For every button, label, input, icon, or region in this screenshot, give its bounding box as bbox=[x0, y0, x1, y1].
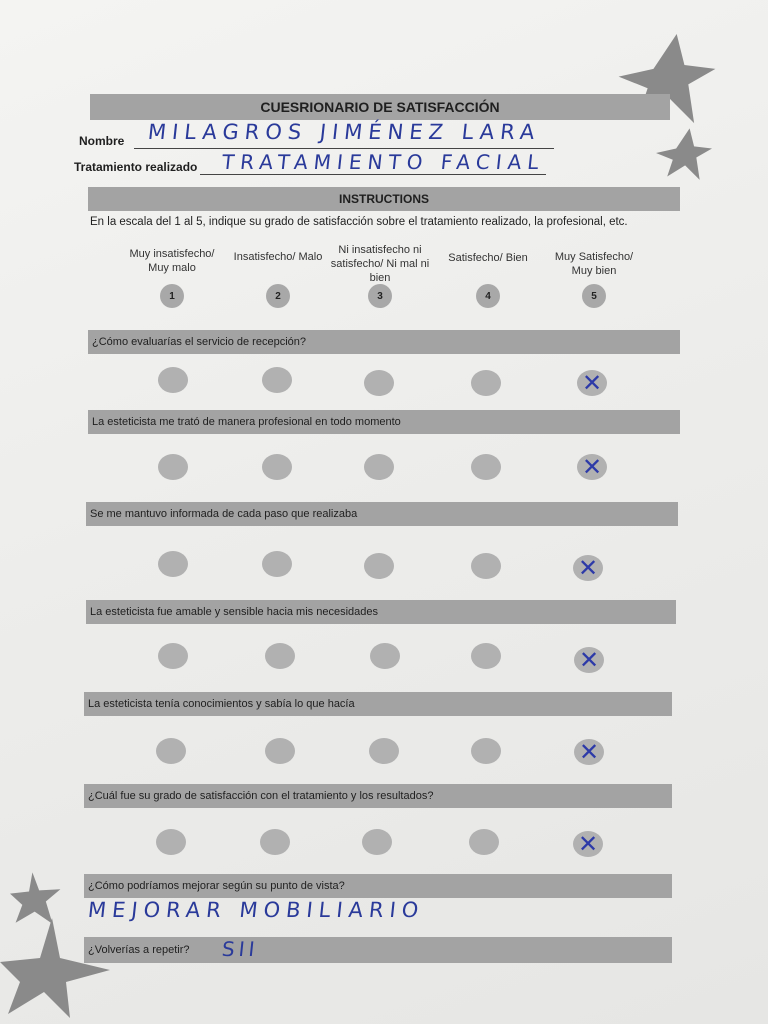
question-5-option-1[interactable] bbox=[156, 738, 186, 764]
scale-label-2: Insatisfecho/ Malo bbox=[233, 251, 323, 263]
question-5-option-4[interactable] bbox=[471, 738, 501, 764]
star-decoration-top-right-small bbox=[656, 128, 712, 182]
treatment-field[interactable]: TRATAMIENTO FACIAL bbox=[220, 150, 546, 174]
question-2-option-1[interactable] bbox=[158, 454, 188, 480]
question-5-option-3[interactable] bbox=[369, 738, 399, 764]
repeat-question: ¿Volverías a repetir? bbox=[84, 937, 672, 963]
repeat-answer-field[interactable]: SII bbox=[220, 937, 260, 961]
question-3-text: Se me mantuvo informada de cada paso que realizaba bbox=[86, 502, 678, 526]
scale-label-1: Muy insatisfecho/ Muy malo bbox=[129, 248, 215, 274]
name-field[interactable]: MILAGROS JIMÉNEZ LARA bbox=[146, 120, 542, 144]
page-title: CUESRIONARIO DE SATISFACCIÓN bbox=[90, 94, 670, 120]
question-3-selected-mark: ✕ bbox=[577, 554, 599, 582]
improve-answer-field[interactable]: MEJORAR MOBILIARIO bbox=[86, 898, 426, 922]
question-6-text: ¿Cuál fue su grado de satisfacción con el tratamiento y los resultados? bbox=[84, 784, 672, 808]
question-4-text: La esteticista fue amable y sensible hacia mis necesidades bbox=[86, 600, 676, 624]
question-4-option-4[interactable] bbox=[471, 643, 501, 669]
question-2-text: La esteticista me trató de manera profesional en todo momento bbox=[88, 410, 680, 434]
question-5-selected-mark: ✕ bbox=[578, 738, 600, 766]
question-3-option-4[interactable] bbox=[471, 553, 501, 579]
scale-number-3: 3 bbox=[368, 284, 392, 308]
question-1-option-4[interactable] bbox=[471, 370, 501, 396]
question-6-option-1[interactable] bbox=[156, 829, 186, 855]
scale-number-1: 1 bbox=[160, 284, 184, 308]
name-underline bbox=[134, 148, 554, 149]
question-6-option-4[interactable] bbox=[469, 829, 499, 855]
instructions-heading: INSTRUCTIONS bbox=[88, 187, 680, 211]
question-2-option-3[interactable] bbox=[364, 454, 394, 480]
question-4-option-3[interactable] bbox=[370, 643, 400, 669]
question-3-option-2[interactable] bbox=[262, 551, 292, 577]
question-2-selected-mark: ✕ bbox=[581, 453, 603, 481]
treatment-label: Tratamiento realizado bbox=[74, 160, 198, 174]
question-1-option-1[interactable] bbox=[158, 367, 188, 393]
question-6-option-3[interactable] bbox=[362, 829, 392, 855]
question-5-option-2[interactable] bbox=[265, 738, 295, 764]
question-3-option-3[interactable] bbox=[364, 553, 394, 579]
question-2-option-4[interactable] bbox=[471, 454, 501, 480]
scale-number-5: 5 bbox=[582, 284, 606, 308]
scale-label-5: Muy Satisfecho/ Muy bien bbox=[554, 251, 634, 277]
question-4-option-1[interactable] bbox=[158, 643, 188, 669]
star-decoration-bottom-left-large bbox=[0, 918, 110, 1018]
question-5-text: La esteticista tenía conocimientos y sabía lo que hacía bbox=[84, 692, 672, 716]
treatment-underline bbox=[200, 174, 546, 175]
name-label: Nombre bbox=[79, 134, 125, 148]
instructions-text: En la escala del 1 al 5, indique su grado de satisfacción sobre el tratamiento realizado, la profesional, etc. bbox=[90, 216, 628, 228]
question-1-option-3[interactable] bbox=[364, 370, 394, 396]
scale-label-4: Satisfecho/ Bien bbox=[448, 252, 528, 264]
question-4-option-2[interactable] bbox=[265, 643, 295, 669]
question-1-option-2[interactable] bbox=[262, 367, 292, 393]
question-1-text: ¿Cómo evaluarías el servicio de recepción? bbox=[88, 330, 680, 354]
question-1-selected-mark: ✕ bbox=[581, 369, 603, 397]
question-3-option-1[interactable] bbox=[158, 551, 188, 577]
scale-number-4: 4 bbox=[476, 284, 500, 308]
question-6-option-2[interactable] bbox=[260, 829, 290, 855]
scale-label-3: Ni insatisfecho ni satisfecho/ Ni mal ni bien bbox=[330, 244, 430, 284]
question-6-selected-mark: ✕ bbox=[577, 830, 599, 858]
question-2-option-2[interactable] bbox=[262, 454, 292, 480]
improve-question: ¿Cómo podríamos mejorar según su punto de vista? bbox=[84, 874, 672, 898]
scale-number-2: 2 bbox=[266, 284, 290, 308]
question-4-selected-mark: ✕ bbox=[578, 646, 600, 674]
